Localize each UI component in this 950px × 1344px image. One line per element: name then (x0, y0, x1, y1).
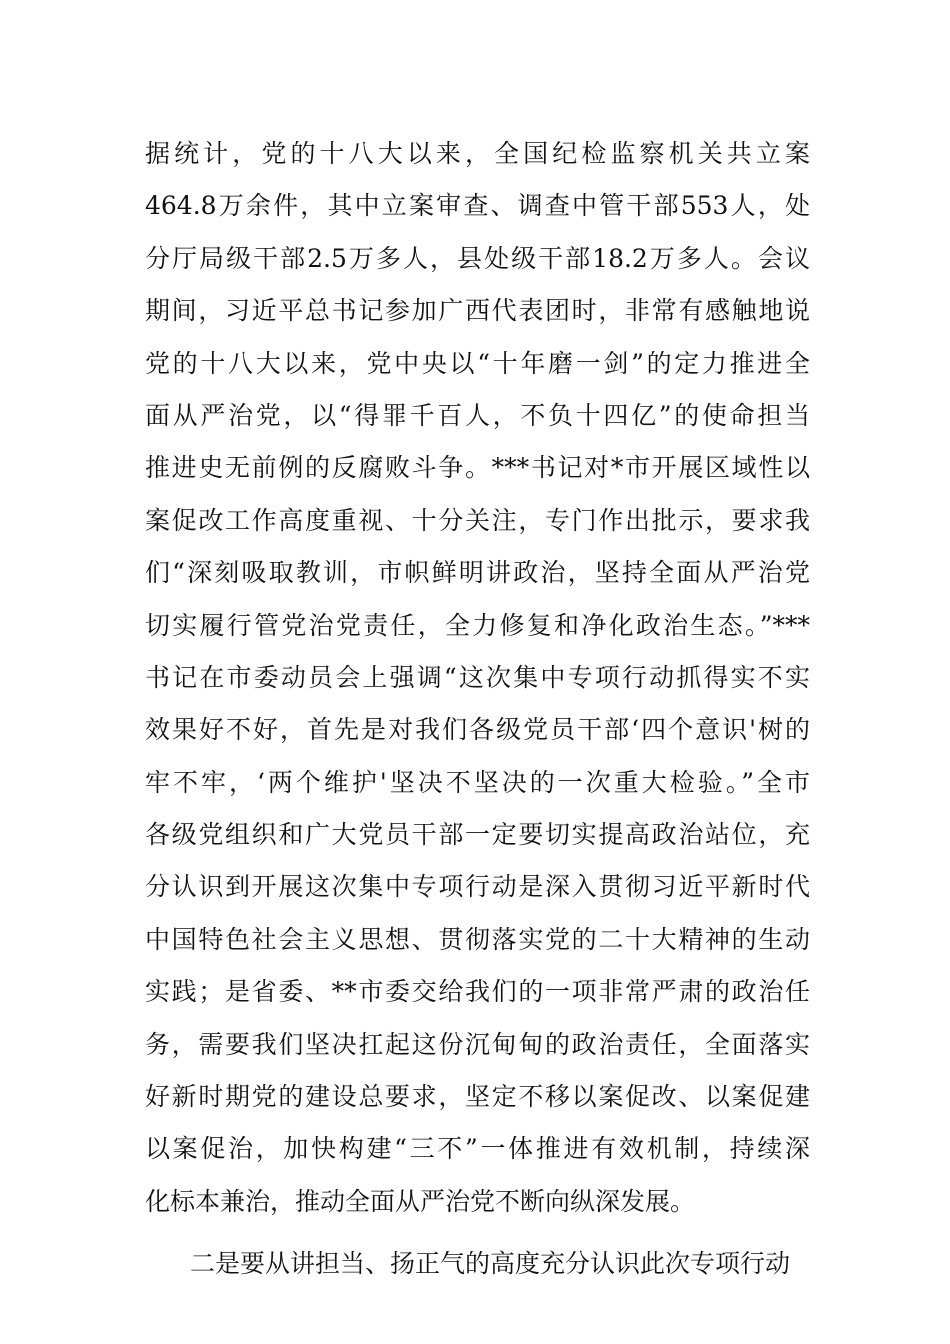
text-line: 分认识到开展这次集中专项行动是深入贯彻习近平新时代 (145, 872, 810, 902)
text-line: 分厅局级干部2.5万多人，县处级干部18.2万多人。会议 (145, 243, 810, 273)
text-line: 化标本兼治，推动全面从严治党不断向纵深发展。 (145, 1186, 696, 1216)
text-line: 案促改工作高度重视、十分关注，专门作出批示，要求我 (145, 505, 810, 535)
text-line: 好新时期党的建设总要求，坚定不移以案促改、以案促建 (145, 1082, 810, 1112)
paragraph-1 (145, 128, 810, 1228)
text-line: 党的十八大以来，党中央以“十年磨一剑”的定力推进全 (145, 348, 810, 378)
text-line: 面从严治党，以“得罪千百人，不负十四亿”的使命担当 (145, 400, 810, 430)
text-line: 效果好不好，首先是对我们各级党员干部‘四个意识'树的 (145, 715, 810, 745)
text-line: 据统计，党的十八大以来，全国纪检监察机关共立案 (145, 139, 810, 168)
text-line: 中国特色社会主义思想、贯彻落实党的二十大精神的生动 (145, 924, 810, 954)
text-line: 以案促治，加快构建“三不”一体推进有效机制，持续深 (145, 1134, 810, 1164)
text-line: 务，需要我们坚决扛起这份沉甸甸的政治责任，全面落实 (145, 1029, 810, 1059)
text-line: 们“深刻吸取教训，市帜鲜明讲政治，坚持全面从严治党 (145, 558, 810, 588)
text-line: 各级党组织和广大党员干部一定要切实提高政治站位，充 (145, 820, 810, 850)
paragraph-2 (145, 1238, 810, 1290)
text-line: 书记在市委动员会上强调“这次集中专项行动抓得实不实 (145, 662, 810, 692)
text-line: 牢不牢，‘两个维护'坚决不坚决的一次重大检验。”全市 (145, 767, 810, 797)
text-line: 切实履行管党治党责任，全力修复和净化政治生态。”*** (145, 610, 810, 640)
text-line: 二是要从讲担当、扬正气的高度充分认识此次专项行动 (190, 1249, 791, 1279)
text-line: 期间，习近平总书记参加广西代表团时，非常有感触地说 (145, 296, 810, 326)
text-line: 实践；是省委、**市委交给我们的一项非常严肃的政治任 (145, 977, 810, 1007)
body-text (145, 128, 810, 1291)
text-line: 推进史无前例的反腐败斗争。***书记对*市开展区域性以 (145, 453, 810, 483)
text-line: 464.8万余件，其中立案审查、调查中管干部553人，处 (145, 191, 810, 221)
paragraph-spacer (145, 1228, 810, 1238)
